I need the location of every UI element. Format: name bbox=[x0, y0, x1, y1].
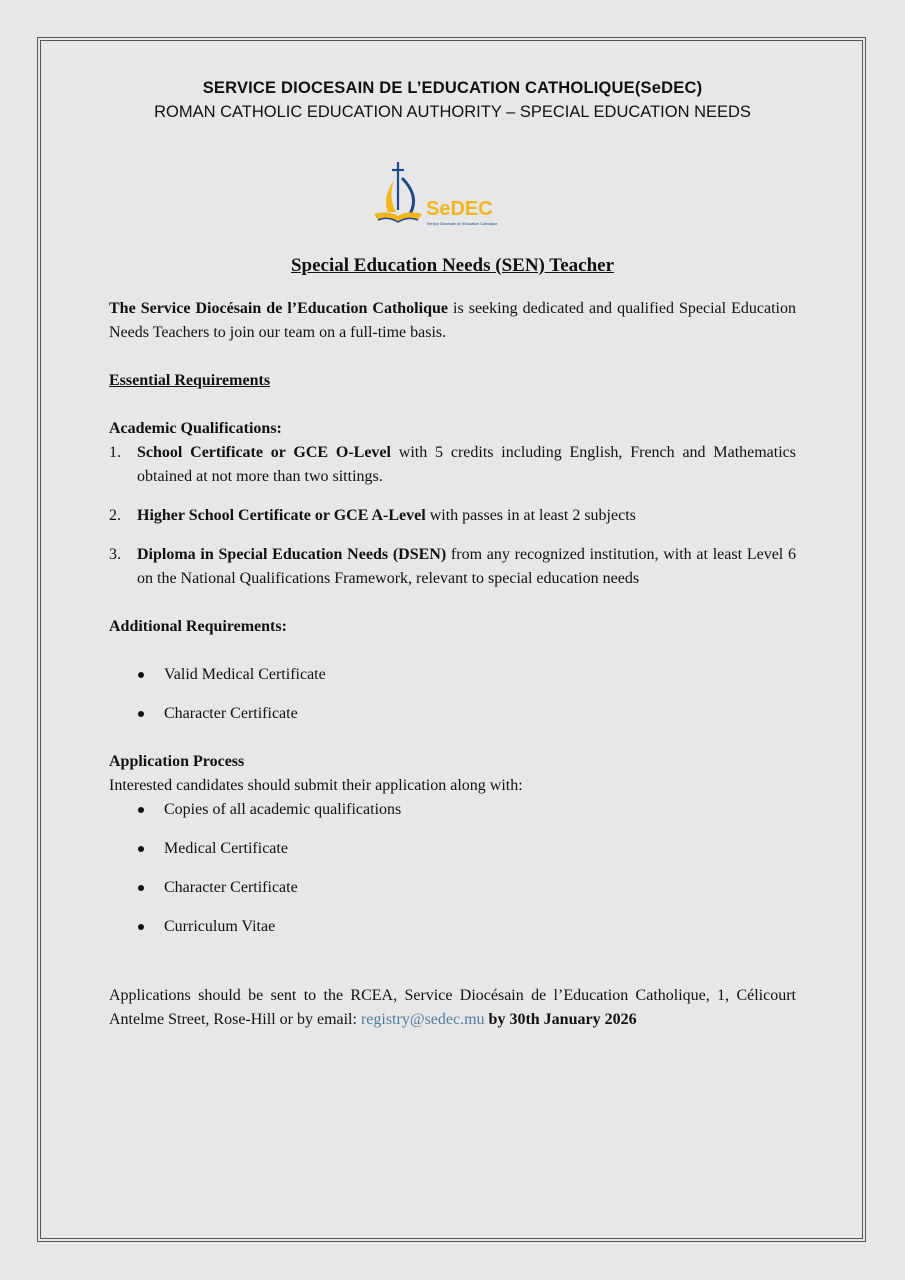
list-item: Curriculum Vitae bbox=[109, 915, 796, 939]
closing-paragraph bbox=[109, 984, 796, 1032]
list-item: Copies of all academic qualifications bbox=[109, 798, 796, 822]
list-item: Character Certificate bbox=[109, 702, 796, 726]
sedec-logo bbox=[368, 158, 513, 230]
academic-item-text: with passes in at least 2 subjects bbox=[425, 507, 636, 524]
list-number: 3. bbox=[109, 546, 121, 563]
closing-text: Applications should be sent to the RCEA, Service Diocésain de l’Education Catholique, 1, Célicourt Antelme Street, Rose-Hill or by email: bbox=[109, 987, 796, 1028]
application-documents-list bbox=[109, 798, 796, 939]
logo-wordmark: SeDEC bbox=[426, 198, 493, 220]
academic-item-2 bbox=[109, 504, 796, 528]
application-intro: Interested candidates should submit their application along with: bbox=[109, 777, 523, 794]
intro-org: The Service Diocésain de l’Education Catholique bbox=[109, 300, 448, 317]
list-item: Valid Medical Certificate bbox=[109, 663, 796, 687]
application-process-heading: Application Process bbox=[109, 753, 245, 770]
document-body bbox=[109, 297, 796, 1032]
list-number: 2. bbox=[109, 507, 121, 524]
academic-item-text: with 5 credits including English, French and Mathematics obtained at not more than two sittings. bbox=[137, 444, 797, 485]
list-number: 1. bbox=[109, 444, 121, 461]
academic-item-text: from any recognized institution, with at least Level 6 on the National Qualifications Framework, relevant to special education needs bbox=[137, 546, 796, 587]
email-link[interactable]: registry@sedec.mu bbox=[360, 1011, 485, 1028]
academic-item-3 bbox=[109, 543, 796, 591]
additional-requirements-list bbox=[109, 663, 796, 726]
list-item: Character Certificate bbox=[109, 876, 796, 900]
intro-paragraph bbox=[109, 297, 796, 345]
academic-qualifications-heading: Academic Qualifications: bbox=[109, 420, 282, 437]
header-organization: SERVICE DIOCESAIN DE L’EDUCATION CATHOLIQUE(SeDEC) bbox=[202, 79, 703, 97]
academic-item-title: School Certificate or GCE O-Level bbox=[137, 444, 391, 461]
logo-tagline: Service Diocésain de l'Education Catholique bbox=[427, 222, 498, 226]
additional-requirements-heading: Additional Requirements: bbox=[109, 618, 287, 635]
header-subtitle: ROMAN CATHOLIC EDUCATION AUTHORITY – SPECIAL EDUCATION NEEDS bbox=[154, 103, 751, 121]
intro-text: is seeking dedicated and qualified Special Education Needs Teachers to join our team on a full-time basis. bbox=[109, 300, 796, 341]
deadline: by 30th January 2026 bbox=[484, 1011, 637, 1028]
list-item: Medical Certificate bbox=[109, 837, 796, 861]
job-title: Special Education Needs (SEN) Teacher bbox=[290, 255, 615, 276]
academic-item-1 bbox=[109, 441, 796, 489]
academic-item-title: Higher School Certificate or GCE A-Level bbox=[137, 507, 426, 524]
essential-requirements-heading: Essential Requirements bbox=[109, 372, 271, 389]
academic-item-title: Diploma in Special Education Needs (DSEN) bbox=[137, 546, 447, 563]
